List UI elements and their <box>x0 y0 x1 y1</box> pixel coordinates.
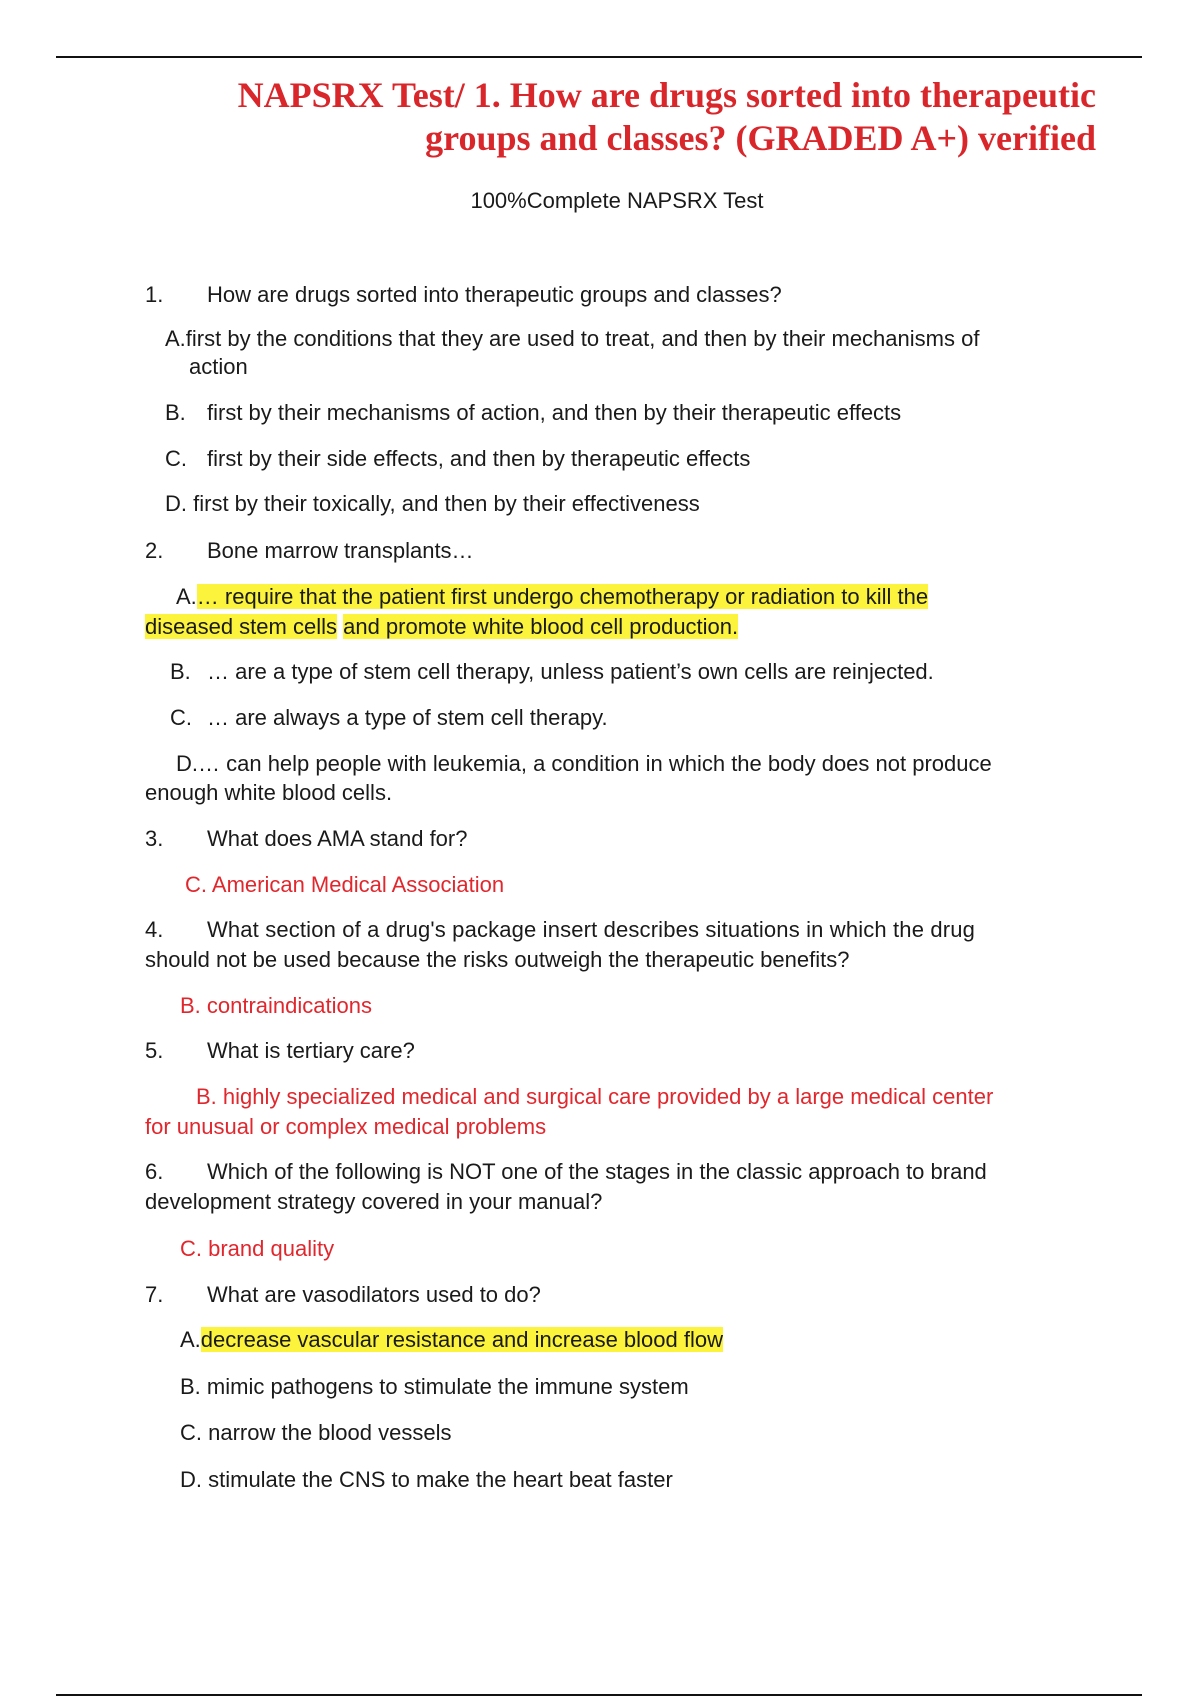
question-number: 1. <box>145 282 164 307</box>
question-2 <box>145 536 474 566</box>
q2-option-c <box>170 703 608 733</box>
q6-text-line-2: development strategy covered in your manual? <box>145 1189 603 1214</box>
option-letter: A. <box>176 584 197 609</box>
question-1 <box>145 280 782 310</box>
question-5 <box>145 1036 415 1066</box>
title-line-1: NAPSRX Test/ 1. How are drugs sorted into therapeutic <box>237 75 1096 115</box>
option-text: … are a type of stem cell therapy, unless patient’s own cells are reinjected. <box>207 659 934 684</box>
question-text: How are drugs sorted into therapeutic groups and classes? <box>207 282 782 307</box>
q2-option-a-line-2 <box>145 612 738 642</box>
title-line-2: groups and classes? (GRADED A+) verified <box>425 118 1096 158</box>
question-3 <box>145 824 467 854</box>
question-text: Bone marrow transplants… <box>207 538 474 563</box>
top-rule <box>56 56 1142 58</box>
q2-option-d-line-2: enough white blood cells. <box>145 780 393 805</box>
option-letter: A. <box>180 1327 201 1352</box>
q5-answer-line-2: for unusual or complex medical problems <box>145 1114 547 1139</box>
question-number: 7. <box>145 1282 164 1307</box>
question-text-line-1: What section of a drug's package insert describes situations in which the drug <box>207 917 975 942</box>
q1-option-a-line-2: action <box>189 354 248 379</box>
q2-option-a-line-1 <box>176 582 928 612</box>
option-letter: C. <box>170 705 192 730</box>
option-letter: C. <box>165 446 187 471</box>
q1-option-c <box>165 444 750 474</box>
option-letter: B. <box>165 400 186 425</box>
option-text: first by their mechanisms of action, and then by their therapeutic effects <box>207 400 902 425</box>
highlighted-answer: … require that the patient first undergo chemotherapy or radiation to kill the <box>196 584 929 609</box>
question-number: 6. <box>145 1159 164 1184</box>
q6-answer: C. brand quality <box>180 1236 335 1261</box>
question-7 <box>145 1280 541 1310</box>
question-4 <box>145 915 975 945</box>
question-6 <box>145 1157 987 1187</box>
option-text: first by their side effects, and then by therapeutic effects <box>207 446 751 471</box>
q2-option-b <box>170 657 934 687</box>
highlighted-answer: and promote white blood cell production. <box>343 614 739 639</box>
question-number: 5. <box>145 1038 164 1063</box>
q3-answer: C. American Medical Association <box>185 872 505 897</box>
q4-answer: B. contraindications <box>180 993 372 1018</box>
highlighted-answer: diseased stem cells <box>145 614 337 639</box>
q7-option-b: B. mimic pathogens to stimulate the immune system <box>180 1374 689 1399</box>
bottom-rule <box>56 1694 1142 1696</box>
q7-option-a <box>180 1325 723 1355</box>
document-subtitle: 100%Complete NAPSRX Test <box>470 188 764 213</box>
question-text: What does AMA stand for? <box>207 826 468 851</box>
question-text-line-1: Which of the following is NOT one of the stages in the classic approach to brand <box>207 1159 987 1184</box>
q1-option-d: D. first by their toxically, and then by their effectiveness <box>165 491 700 516</box>
q7-option-d: D. stimulate the CNS to make the heart beat faster <box>180 1467 673 1492</box>
option-letter: B. <box>170 659 191 684</box>
highlighted-answer: decrease vascular resistance and increase blood flow <box>200 1327 723 1352</box>
q2-option-d-line-1: D.… can help people with leukemia, a condition in which the body does not produce <box>176 751 992 776</box>
option-text: … are always a type of stem cell therapy. <box>207 705 608 730</box>
question-number: 3. <box>145 826 164 851</box>
q4-text-line-2: should not be used because the risks outweigh the therapeutic benefits? <box>145 947 850 972</box>
question-number: 4. <box>145 917 164 942</box>
q7-option-c: C. narrow the blood vessels <box>180 1420 452 1445</box>
q1-option-a-line-1: A.first by the conditions that they are used to treat, and then by their mechanisms of <box>165 326 980 351</box>
document-title <box>136 74 1096 160</box>
q5-answer-line-1: B. highly specialized medical and surgical care provided by a large medical center <box>196 1084 994 1109</box>
question-number: 2. <box>145 538 164 563</box>
question-text: What is tertiary care? <box>207 1038 415 1063</box>
q1-option-b <box>165 398 901 428</box>
question-text: What are vasodilators used to do? <box>207 1282 541 1307</box>
